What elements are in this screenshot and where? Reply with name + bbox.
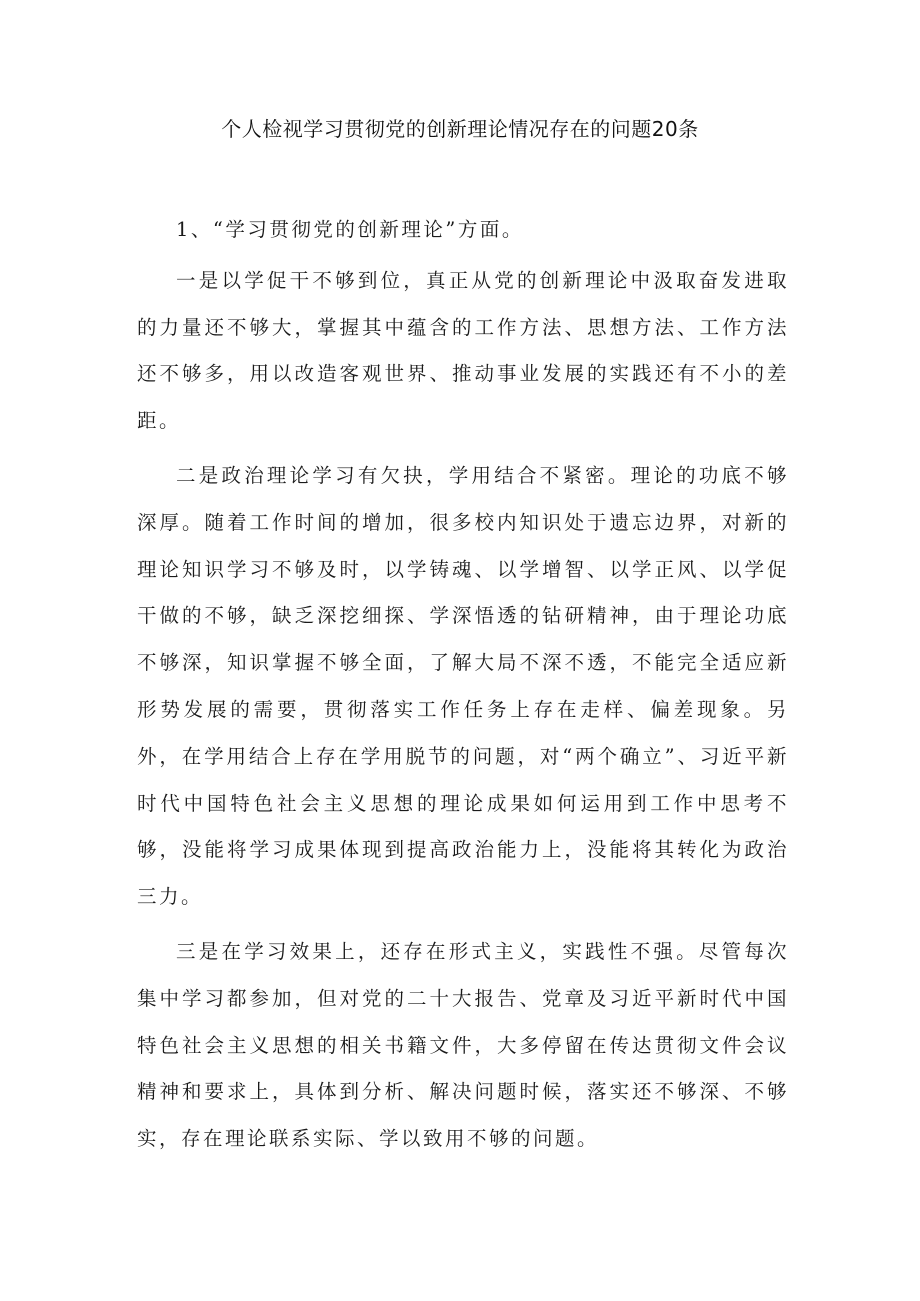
paragraph-3: 三是在学习效果上，还存在形式主义，实践性不强。尽管每次集中学习都参加，但对党的二十大报告、党章及习近平新时代中国特色社会主义思想的相关书籍文件，大多停留在传达贯彻文件会议精神和要求上，具体到分析、解决问题时候，落实还不够深、不够实，存在理论联系实际、学以致用不够的问题。 xyxy=(137,939,789,1151)
document-body xyxy=(137,207,789,1171)
paragraph-1: 一是以学促干不够到位，真正从党的创新理论中汲取奋发进取的力量还不够大，掌握其中蕴含的工作方法、思想方法、工作方法还不够多，用以改造客观世界、推动事业发展的实践还有不小的差距。 xyxy=(137,268,789,433)
paragraph-2: 二是政治理论学习有欠抉，学用结合不紧密。理论的功底不够深厚。随着工作时间的增加，很多校内知识处于遗忘边界，对新的理论知识学习不够及时，以学铸魂、以学增智、以学正风、以学促干做的不够，缺乏深挖细探、学深悟透的钻研精神，由于理论功底不够深，知识掌握不够全面，了解大局不深不透，不能完全适应新形势发展的需要，贯彻落实工作任务上存在走样、偏差现象。另外，在学用结合上存在学用脱节的问题，对“两个确立”、习近平新时代中国特色社会主义思想的理论成果如何运用到工作中思考不够，没能将学习成果体现到提高政治能力上，没能将其转化为政治三力。 xyxy=(137,463,789,909)
section-heading: 1、“学习贯彻党的创新理论”方面。 xyxy=(176,218,524,241)
document-title: 个人检视学习贯彻党的创新理论情况存在的问题20条 xyxy=(221,117,699,141)
